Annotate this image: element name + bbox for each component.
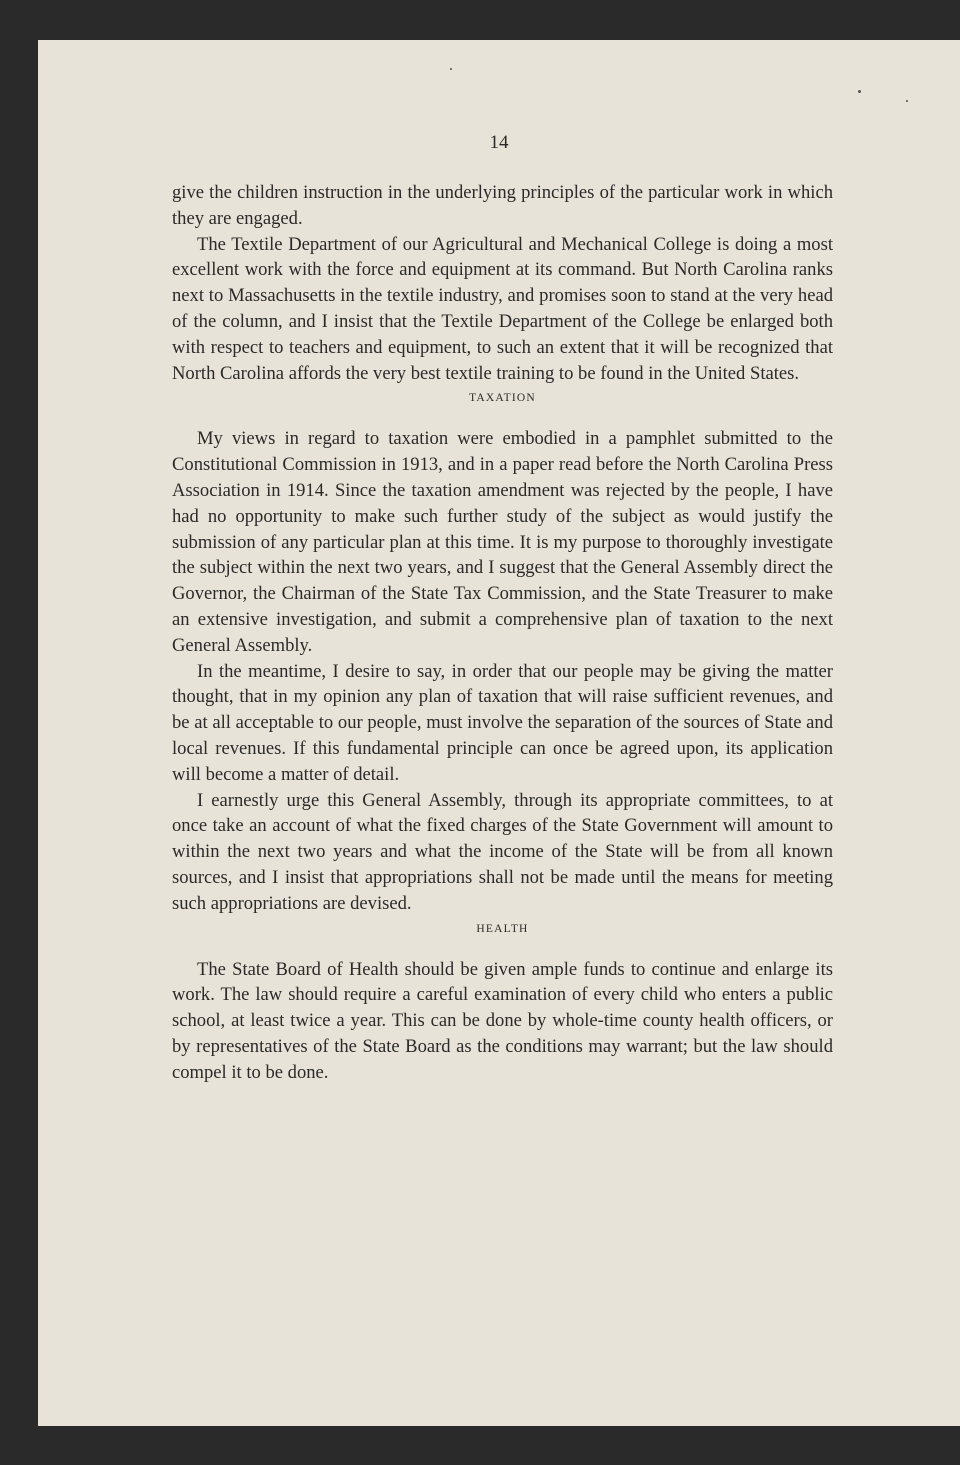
paragraph-textile-department: The Textile Department of our Agricultural and Mechanical College is doing a most excellent work with the force and equipment at its command. But North Carolina ranks next to Massachusetts in the textile industry, and promises soon to stand at the very head of the column, and I insist that the Textile Department of the College be enlarged both with respect to teachers and equipment, to such an extent that it will be recognized that North Carolina affords the very best textile training to be found in the United States. (172, 233, 833, 384)
page-number: 14 (489, 132, 509, 153)
paper-speck (858, 90, 861, 93)
paper-speck (906, 100, 908, 102)
section-heading-taxation: TAXATION (469, 392, 536, 405)
body-text (172, 180, 833, 1086)
section-heading-health: HEALTH (476, 922, 529, 935)
paragraph-taxation-meantime: In the meantime, I desire to say, in order that our people may be giving the matter thought, that in my opinion any plan of taxation that will raise sufficient revenues, and be at all acceptable to our people, must involve the separation of the sources of State and local revenues. If this fundamental principle can once be agreed upon, its application will become a matter of detail. (172, 660, 833, 785)
paragraph-taxation-appropriations: I earnestly urge this General Assembly, through its appropriate committees, to at once take an account of what the fixed charges of the State Government will amount to within the next two years and what the income of the State will be from all known sources, and I insist that appropriations shall not be made until the means for meeting such appropriations are devised. (172, 789, 833, 914)
paper-speck (450, 68, 452, 70)
paragraph-health-board: The State Board of Health should be given ample funds to continue and enlarge its work. The law should require a careful examination of every child who enters a public school, at least twice a year. This can be done by whole-time county health officers, or by representatives of the State Board as the conditions may warrant; but the law should compel it to be done. (172, 958, 833, 1083)
document-page (38, 40, 960, 1426)
paragraph-continued: give the children instruction in the underlying principles of the particular work in which they are engaged. (172, 182, 833, 229)
paragraph-taxation-views: My views in regard to taxation were embodied in a pamphlet submitted to the Constitutional Commission in 1913, and in a paper read before the North Carolina Press Association in 1914. Since the taxation amendment was rejected by the people, I have had no opportunity to make such further study of the subject as would justify the submission of any particular plan at this time. It is my purpose to thoroughly investigate the subject within the next two years, and I suggest that the General Assembly direct the Governor, the Chairman of the State Tax Commission, and the State Treasurer to make an extensive investigation, and submit a comprehensive plan of taxation to the next General Assembly. (172, 428, 833, 656)
